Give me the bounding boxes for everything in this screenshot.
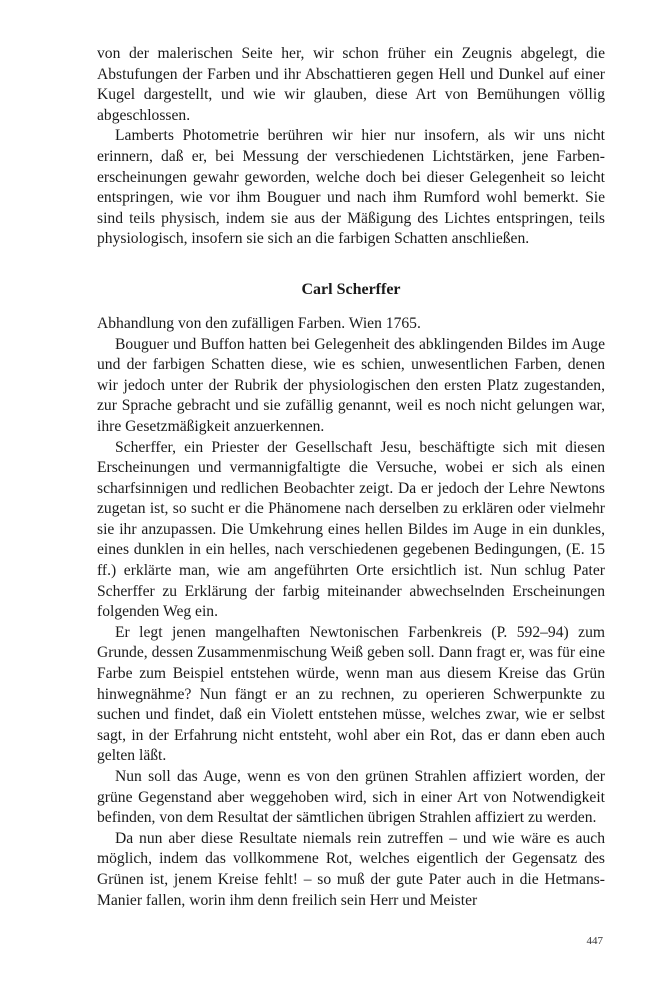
- paragraph: Nun soll das Auge, wenn es von den grünen Strahlen affiziert worden, der grüne Gegenstand aber weggehoben wird, sich in einer Art von Notwendigkeit befinden, von dem Resultat der sämtlichen übrigen Strahlen affiziert zu werden.: [97, 768, 605, 827]
- paragraph: Lamberts Photometrie berühren wir hier nur insofern, als wir uns nicht erinnern, daß er, bei Messung der verschiedenen Lichtstärken, jene Farbenerscheinungen gewahr geworden, welche doch bei dieser Gelegenheit so leicht entspringen, wie vor ihm Bouguer und nach ihm Rumford wohl bemerkt. Sie sind teils physisch, indem sie aus der Mäßigung des Lichtes entspringen, teils physiologisch, insofern sie sich an die farbigen Schatten anschließen.: [97, 127, 605, 248]
- section-heading: Carl Scherffer: [301, 280, 401, 298]
- paragraph: von der malerischen Seite her, wir schon früher ein Zeugnis abgelegt, die Abstufungen der Farben und ihr Abschattieren gegen Hell und Dunkel auf einer Kugel dargestellt, und wie wir glauben, diese Art von Bemühungen völlig abgeschlossen.: [97, 45, 605, 124]
- book-page: [97, 44, 605, 911]
- paragraph: Scherffer, ein Priester der Gesellschaft Jesu, beschäftigte sich mit diesen Erscheinungen und vermannigfaltigte die Versuche, wobei er sich als einen scharfsinnigen und redlichen Beobachter zeigt. Da er jedoch der Lehre Newtons zugetan ist, so sucht er die Phänomene nach derselben zu erklären oder vielmehr sie ihr anzupassen. Die Umkehrung eines hellen Bildes im Auge in ein dunkles, eines dunklen in ein helles, nach verschiedenen gegebenen Bedingungen, (E. 15 ff.) erklärte man, wie am angeführten Orte ersichtlich ist. Nun schlug Pater Scherffer zu Erklärung der farbig miteinander abwechselnden Erscheinungen folgenden Weg ein.: [97, 438, 605, 621]
- paragraph: Bouguer und Buffon hatten bei Gelegenheit des abklingenden Bildes im Auge und der farbigen Schatten diese, wie es schien, unwesentlichen Farben, denen wir jedoch unter der Rubrik der physiologischen den ersten Platz zugestanden, zur Sprache gebracht und sie zufällig genannt, weil es noch nicht gelungen war, ihre Gesetzmäßigkeit anzuerkennen.: [97, 335, 605, 435]
- paragraph: Da nun aber diese Resultate niemals rein zutreffen – und wie wäre es auch möglich, indem das vollkommene Rot, welches eigentlich der Gegensatz des Grünen ist, jenem Kreise fehlt! – so muß der gute Pater auch in die Hetmans-Manier fallen, worin ihm denn freilich sein Herr und Meister: [97, 829, 605, 909]
- page-number: 447: [586, 935, 603, 947]
- paragraph: Abhandlung von den zufälligen Farben. Wien 1765.: [97, 314, 421, 332]
- paragraph: Er legt jenen mangelhaften Newtonischen Farbenkreis (P. 592–94) zum Grunde, dessen Zusammenmischung Weiß geben soll. Dann fragt er, was für eine Farbe zum Beispiel entstehen würde, wenn man aus diesem Kreise das Grün hinwegnähme? Nun fängt er an zu rechnen, zu operieren Schwerpunkte zu suchen und findet, daß ein Violett entstehen müsse, welches zwar, wie er selbst sagt, in der Erfahrung nicht entsteht, wohl aber ein Rot, das er dann eben auch gelten läßt.: [97, 623, 605, 765]
